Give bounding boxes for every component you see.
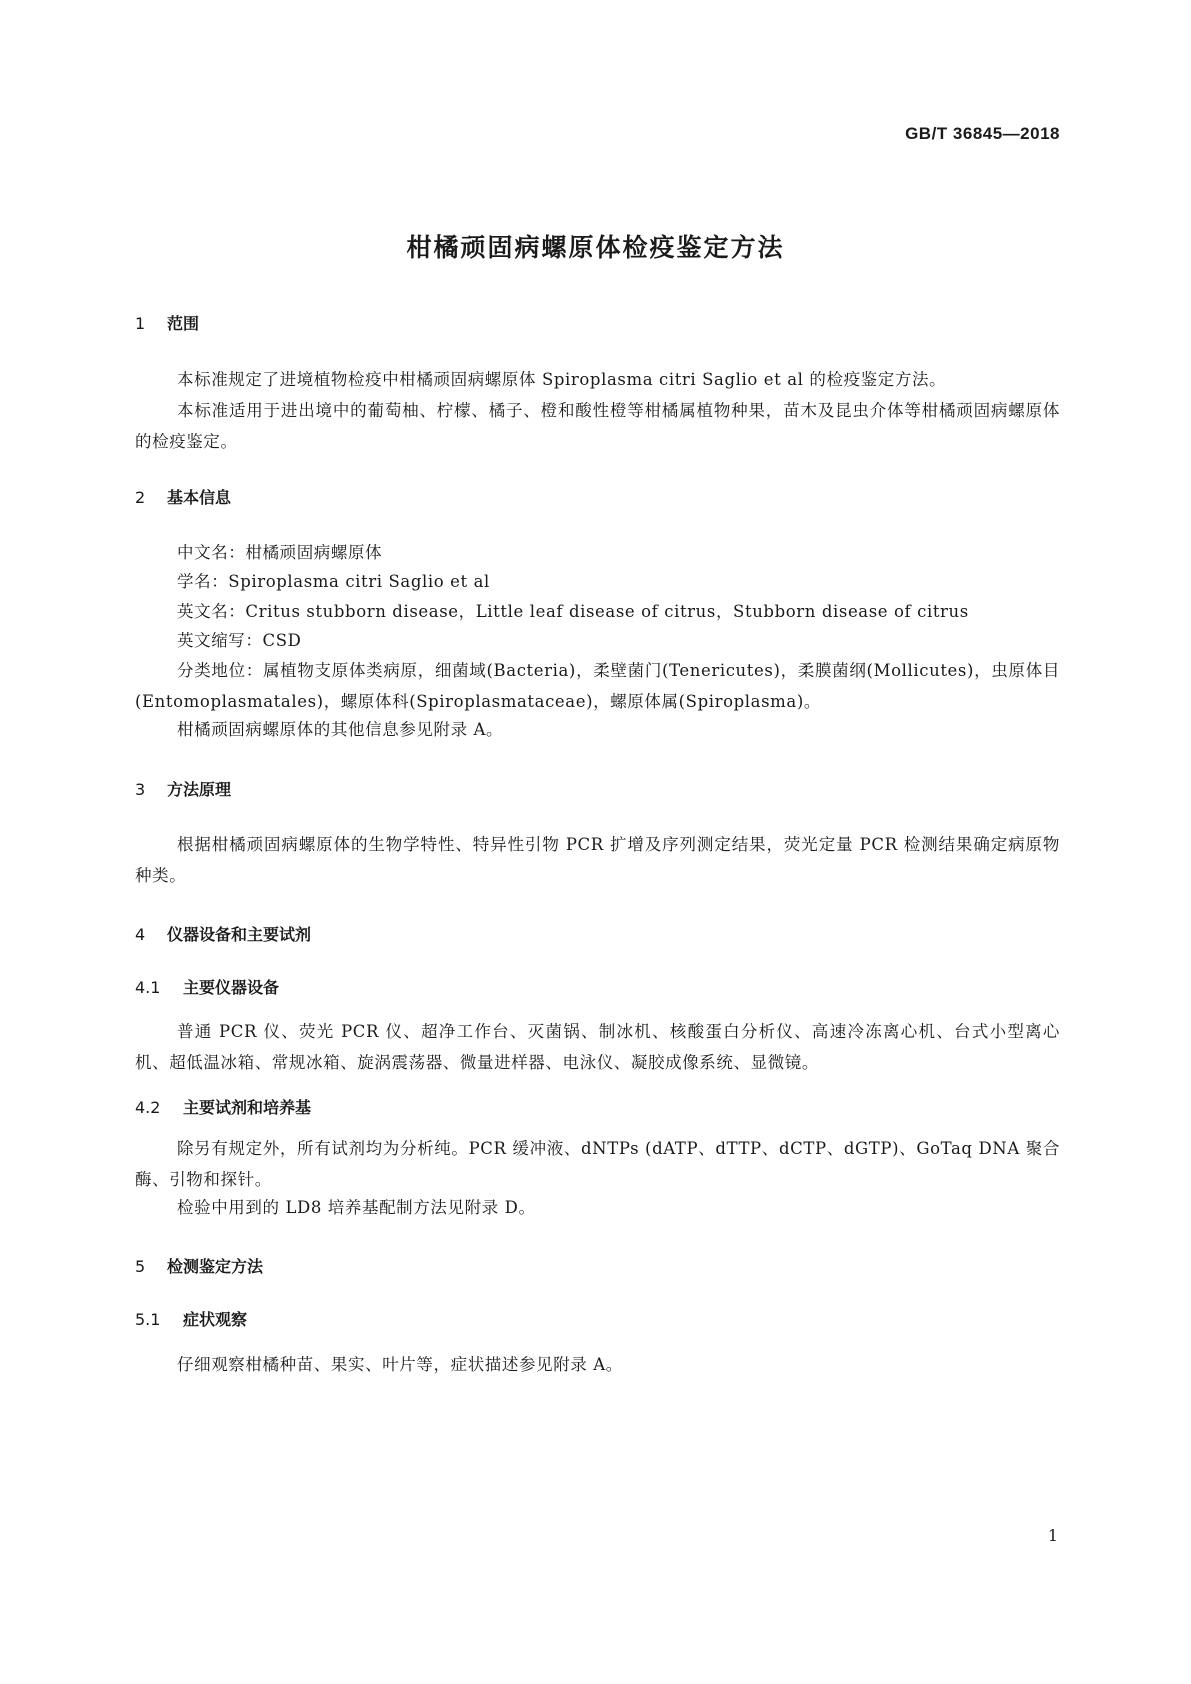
section-title: 方法原理	[167, 780, 232, 799]
section-1-heading	[135, 311, 199, 334]
section-2-heading	[135, 485, 231, 508]
section-title: 范围	[167, 314, 200, 333]
section-1-paragraph-2: 本标准适用于进出境中的葡萄柚、柠檬、橘子、橙和酸性橙等柑橘属植物种果，苗木及昆虫介体等柑橘顽固病螺原体的检疫鉴定。	[135, 401, 1060, 451]
section-4-heading	[135, 922, 311, 945]
section-5-1-paragraph-1: 仔细观察柑橘种苗、果实、叶片等，症状描述参见附录 A。	[177, 1355, 623, 1374]
english-name-line: 英文名：Critus stubborn disease，Little leaf disease of citrus，Stubborn disease of citrus	[177, 602, 969, 621]
other-info-line: 柑橘顽固病螺原体的其他信息参见附录 A。	[177, 720, 504, 739]
section-number: 4.1	[135, 978, 161, 997]
section-4-1-paragraph-1: 普通 PCR 仪、荧光 PCR 仪、超净工作台、灭菌锅、制冰机、核酸蛋白分析仪、高速冷冻离心机、台式小型离心机、超低温冰箱、常规冰箱、旋涡震荡器、微量进样器、电泳仪、凝胶成像系统、显微镜。	[135, 1022, 1060, 1072]
section-title: 主要仪器设备	[183, 978, 280, 997]
section-3-heading	[135, 777, 231, 800]
section-number: 5.1	[135, 1310, 161, 1329]
taxonomy-paragraph: 分类地位：属植物支原体类病原，细菌域(Bacteria)，柔壁菌门(Tenericutes)，柔膜菌纲(Mollicutes)，虫原体目(Entomoplasmatales)，螺原体科(Spiroplasmataceae)，螺原体属(Spiroplasma)。	[135, 661, 1060, 711]
section-number: 4.2	[135, 1098, 161, 1117]
section-5-heading	[135, 1254, 263, 1277]
section-title: 基本信息	[167, 488, 232, 507]
document-title: 柑橘顽固病螺原体检疫鉴定方法	[406, 233, 785, 262]
section-4-2-paragraph-1: 除另有规定外，所有试剂均为分析纯。PCR 缓冲液、dNTPs (dATP、dTTP、dCTP、dGTP)、GoTaq DNA 聚合酶、引物和探针。	[135, 1139, 1060, 1189]
section-title: 检测鉴定方法	[167, 1257, 264, 1276]
section-number: 5	[135, 1257, 146, 1276]
section-number: 4	[135, 925, 146, 944]
section-number: 3	[135, 780, 146, 799]
section-number: 1	[135, 314, 146, 333]
section-4-2-heading	[135, 1095, 311, 1118]
abbreviation-line: 英文缩写：CSD	[177, 631, 302, 650]
section-title: 症状观察	[183, 1310, 248, 1329]
section-5-1-heading	[135, 1307, 247, 1330]
standard-code: GB/T 36845—2018	[905, 124, 1060, 143]
section-4-1-heading	[135, 975, 279, 998]
page-number: 1	[1047, 1526, 1058, 1545]
section-4-2-paragraph-2: 检验中用到的 LD8 培养基配制方法见附录 D。	[177, 1198, 536, 1217]
section-title: 仪器设备和主要试剂	[167, 925, 312, 944]
section-1-paragraph-1: 本标准规定了进境植物检疫中柑橘顽固病螺原体 Spiroplasma citri Saglio et al 的检疫鉴定方法。	[177, 370, 947, 389]
scientific-name-line: 学名：Spiroplasma citri Saglio et al	[177, 572, 490, 591]
chinese-name-line: 中文名：柑橘顽固病螺原体	[177, 543, 383, 562]
section-number: 2	[135, 488, 146, 507]
section-3-paragraph-1: 根据柑橘顽固病螺原体的生物学特性、特异性引物 PCR 扩增及序列测定结果，荧光定量 PCR 检测结果确定病原物种类。	[135, 835, 1060, 885]
section-title: 主要试剂和培养基	[183, 1098, 312, 1117]
